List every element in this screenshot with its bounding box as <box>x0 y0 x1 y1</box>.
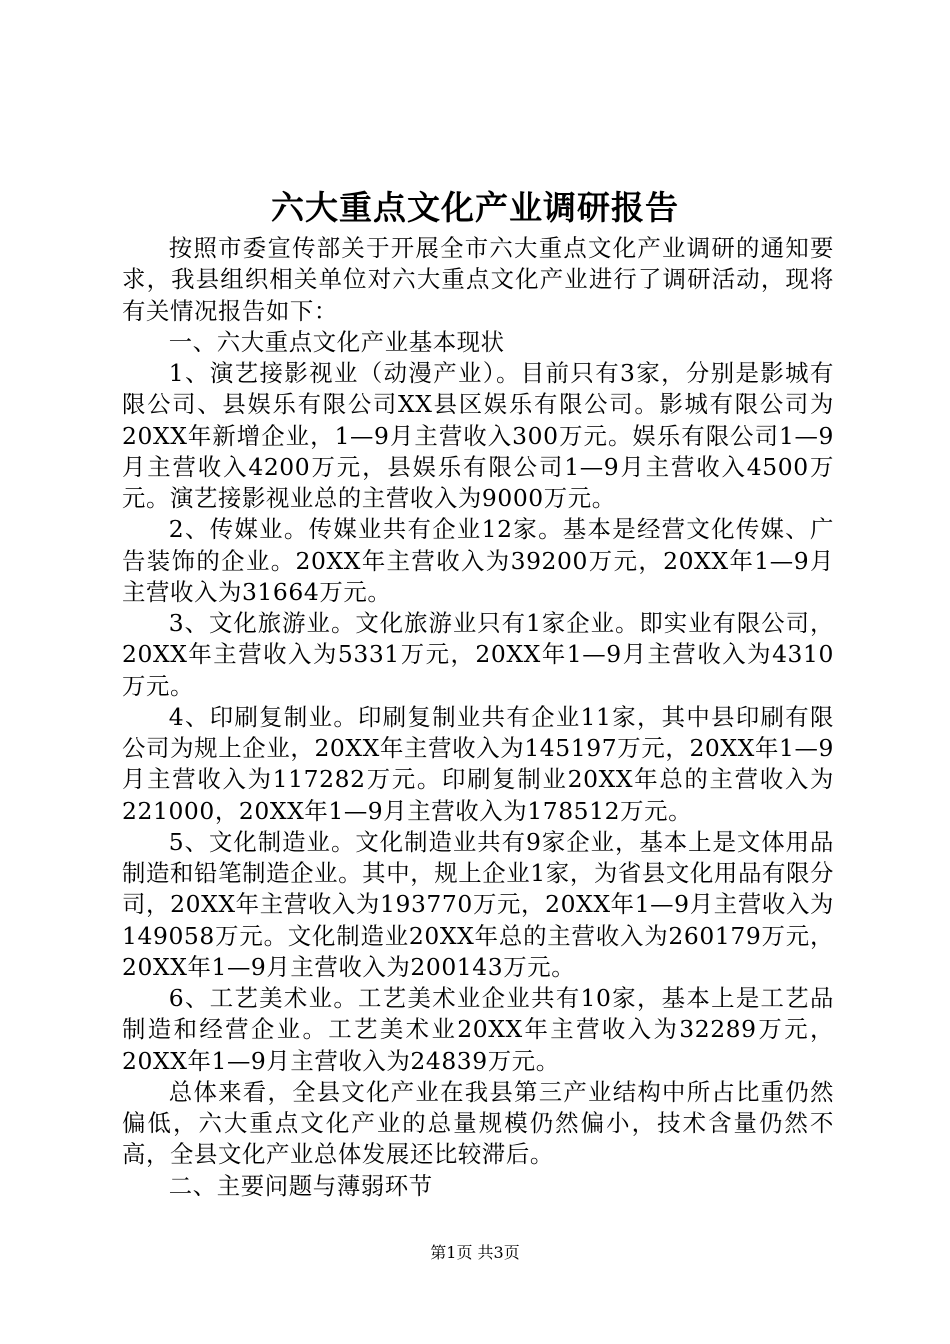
document-title: 六大重点文化产业调研报告 <box>271 188 679 227</box>
paragraph-cultural-tourism: 3、文化旅游业。文化旅游业只有1家企业。即实业有限公司，20XX年主营收入为5331万元，20XX年1—9月主营收入为4310万元。 <box>122 609 834 700</box>
page-footer: 第1页 共3页 <box>430 1243 520 1262</box>
document-body <box>122 233 834 1202</box>
paragraph-printing-copying: 4、印刷复制业。印刷复制业共有企业11家，其中县印刷有限公司为规上企业，20XX年主营收入为145197万元，20XX年1—9月主营收入为117282万元。印刷复制业20XX年总的主营收入为221000，20XX年1—9月主营收入为178512万元。 <box>122 702 834 825</box>
section-heading-problems: 二、主要问题与薄弱环节 <box>168 1171 433 1200</box>
section-heading-status: 一、六大重点文化产业基本现状 <box>168 327 505 356</box>
paragraph-cultural-manufacturing: 5、文化制造业。文化制造业共有9家企业，基本上是文体用品制造和铅笔制造企业。其中，规上企业1家，为省县文化用品有限分司，20XX年主营收入为193770万元，20XX年1—9月主营收入为149058万元。文化制造业20XX年总的主营收入为260179万元，20XX年1—9月主营收入为200143万元。 <box>122 827 834 981</box>
paragraph-performing-arts-film: 1、演艺接影视业（动漫产业）。目前只有3家，分别是影城有限公司、县娱乐有限公司XX县区娱乐有限公司。影城有限公司为20XX年新增企业，1—9月主营收入300万元。娱乐有限公司1—9月主营收入4200万元，县娱乐有限公司1—9月主营收入4500万元。演艺接影视业总的主营收入为9000万元。 <box>122 359 834 512</box>
paragraph-media: 2、传媒业。传媒业共有企业12家。基本是经营文化传媒、广告装饰的企业。20XX年主营收入为39200万元，20XX年1—9月主营收入为31664万元。 <box>122 515 834 606</box>
paragraph-arts-crafts: 6、工艺美术业。工艺美术业企业共有10家，基本上是工艺品制造和经营企业。工艺美术业20XX年主营收入为32289万元，20XX年1—9月主营收入为24839万元。 <box>122 984 834 1075</box>
paragraph-intro: 按照市委宣传部关于开展全市六大重点文化产业调研的通知要求，我县组织相关单位对六大重点文化产业进行了调研活动，现将有关情况报告如下： <box>122 234 834 325</box>
paragraph-summary: 总体来看，全县文化产业在我县第三产业结构中所占比重仍然偏低，六大重点文化产业的总量规模仍然偏小，技术含量仍然不高，全县文化产业总体发展还比较滞后。 <box>122 1077 834 1169</box>
